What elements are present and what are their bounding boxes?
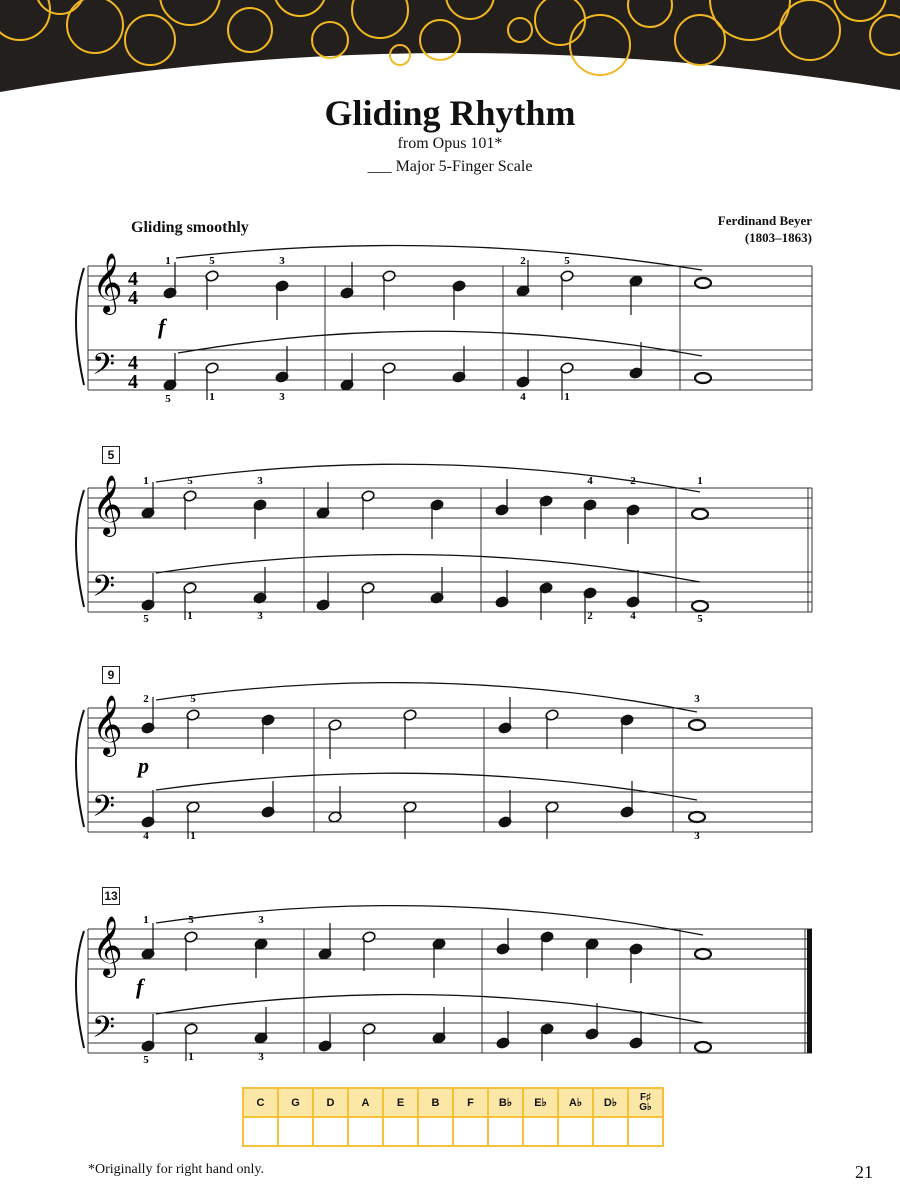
key-cell: C: [243, 1088, 278, 1117]
check-cell[interactable]: [488, 1117, 523, 1146]
key-cell: F: [453, 1088, 488, 1117]
fingering-number: 3: [694, 830, 700, 842]
fingering-number: 1: [143, 475, 149, 487]
check-cell[interactable]: [418, 1117, 453, 1146]
measure-number: 5: [102, 446, 120, 464]
fingering-number: 1: [143, 914, 149, 926]
dynamic-marking: f: [136, 974, 144, 999]
fingering-number: 5: [143, 613, 149, 625]
fingering-number: 5: [187, 475, 193, 487]
time-signature-top: 4: [128, 268, 138, 290]
fingering-number: 1: [187, 610, 193, 622]
fingering-number: 2: [587, 610, 593, 622]
check-cell[interactable]: [628, 1117, 663, 1146]
checkbox-row: [243, 1117, 663, 1146]
key-checklist-table: [242, 1087, 664, 1147]
fingering-number: 1: [697, 475, 703, 487]
music-system-1: [0, 240, 900, 410]
fingering-number: 5: [165, 393, 171, 405]
key-cell: D: [313, 1088, 348, 1117]
footnote: *Originally for right hand only.: [88, 1162, 265, 1177]
bass-clef-icon: 𝄢: [92, 1011, 116, 1051]
bass-notes: [141, 567, 708, 624]
grand-staff: [0, 240, 900, 410]
piece-title: Gliding Rhythm: [324, 93, 576, 133]
scale-instruction: ___ Major 5-Finger Scale: [367, 158, 533, 175]
composer-dates: (1803–1863): [744, 230, 812, 245]
phrase-slur: [156, 906, 703, 935]
check-cell[interactable]: [278, 1117, 313, 1146]
check-cell[interactable]: [558, 1117, 593, 1146]
key-cell: E: [383, 1088, 418, 1117]
fingering-number: 5: [190, 693, 196, 705]
grand-staff: [0, 903, 900, 1073]
check-cell[interactable]: [593, 1117, 628, 1146]
grand-staff: [0, 462, 900, 632]
dynamic-marking: p: [138, 753, 149, 778]
fingering-number: 5: [143, 1054, 149, 1066]
time-signature-bottom: 4: [128, 371, 138, 393]
bass-notes: [163, 342, 711, 400]
fingering-number: 2: [630, 475, 636, 487]
measure-number: 13: [102, 887, 120, 905]
check-cell[interactable]: [243, 1117, 278, 1146]
key-cell: B♭: [488, 1088, 523, 1117]
bass-notes: [141, 1003, 711, 1061]
treble-notes: [141, 918, 711, 983]
fingering-number: 3: [258, 914, 264, 926]
fingering-number: 3: [694, 693, 700, 705]
fingering-number: 4: [143, 830, 149, 842]
fingering-number: 5: [564, 255, 570, 267]
phrase-slur: [156, 555, 700, 582]
check-cell[interactable]: [523, 1117, 558, 1146]
key-cell: B: [418, 1088, 453, 1117]
treble-clef-icon: 𝄞: [92, 477, 123, 534]
fingering-number: 1: [188, 1051, 194, 1063]
fingering-number: 5: [188, 914, 194, 926]
page-number: 21: [855, 1162, 873, 1182]
measure-number: 9: [102, 666, 120, 684]
check-cell[interactable]: [313, 1117, 348, 1146]
final-barline: [807, 929, 812, 1053]
check-cell[interactable]: [453, 1117, 488, 1146]
bass-clef-icon: 𝄢: [92, 790, 116, 830]
phrase-slur: [178, 331, 702, 356]
dynamic-marking: f: [158, 314, 166, 339]
key-cell: E♭: [523, 1088, 558, 1117]
time-signature-top: 4: [128, 352, 138, 374]
bass-clef-icon: 𝄢: [92, 348, 116, 388]
fingering-number: 2: [520, 255, 526, 267]
fingering-number: 4: [520, 391, 526, 403]
tempo-marking: Gliding smoothly: [131, 219, 249, 236]
check-cell[interactable]: [383, 1117, 418, 1146]
fingering-number: 3: [258, 1051, 264, 1063]
piece-subtitle: from Opus 101*: [397, 135, 503, 152]
composer-name: Ferdinand Beyer: [717, 213, 812, 228]
key-cell: G: [278, 1088, 313, 1117]
treble-notes: [163, 260, 711, 320]
fingering-number: 2: [143, 693, 149, 705]
key-cell: A♭: [558, 1088, 593, 1117]
fingering-number: 1: [190, 830, 196, 842]
fingering-number: 5: [697, 613, 703, 625]
fingering-number: 5: [209, 255, 215, 267]
fingering-number: 3: [279, 391, 285, 403]
music-system-3: [0, 668, 900, 852]
fingering-number: 3: [279, 255, 285, 267]
time-signature-bottom: 4: [128, 287, 138, 309]
fingering-number: 1: [165, 255, 171, 267]
bass-notes: [141, 781, 705, 839]
fingering-number: 4: [630, 610, 636, 622]
bass-clef-icon: 𝄢: [92, 570, 116, 610]
treble-notes: [141, 479, 708, 544]
fingering-number: 1: [564, 391, 570, 403]
phrase-slur: [156, 995, 703, 1023]
check-cell[interactable]: [348, 1117, 383, 1146]
treble-clef-icon: 𝄞: [92, 255, 123, 312]
fingering-number: 1: [209, 391, 215, 403]
fingering-number: 4: [587, 475, 593, 487]
treble-clef-icon: 𝄞: [92, 697, 123, 754]
key-cell: D♭: [593, 1088, 628, 1117]
fingering-number: 3: [257, 610, 263, 622]
music-system-4: [0, 889, 900, 1073]
fingering-number: 3: [257, 475, 263, 487]
key-cell: F♯ G♭: [628, 1088, 663, 1117]
music-system-2: [0, 448, 900, 632]
phrase-slur: [156, 773, 697, 800]
treble-clef-icon: 𝄞: [92, 918, 123, 975]
key-cell: A: [348, 1088, 383, 1117]
key-name-row: [243, 1088, 663, 1117]
grand-staff: [0, 682, 900, 852]
